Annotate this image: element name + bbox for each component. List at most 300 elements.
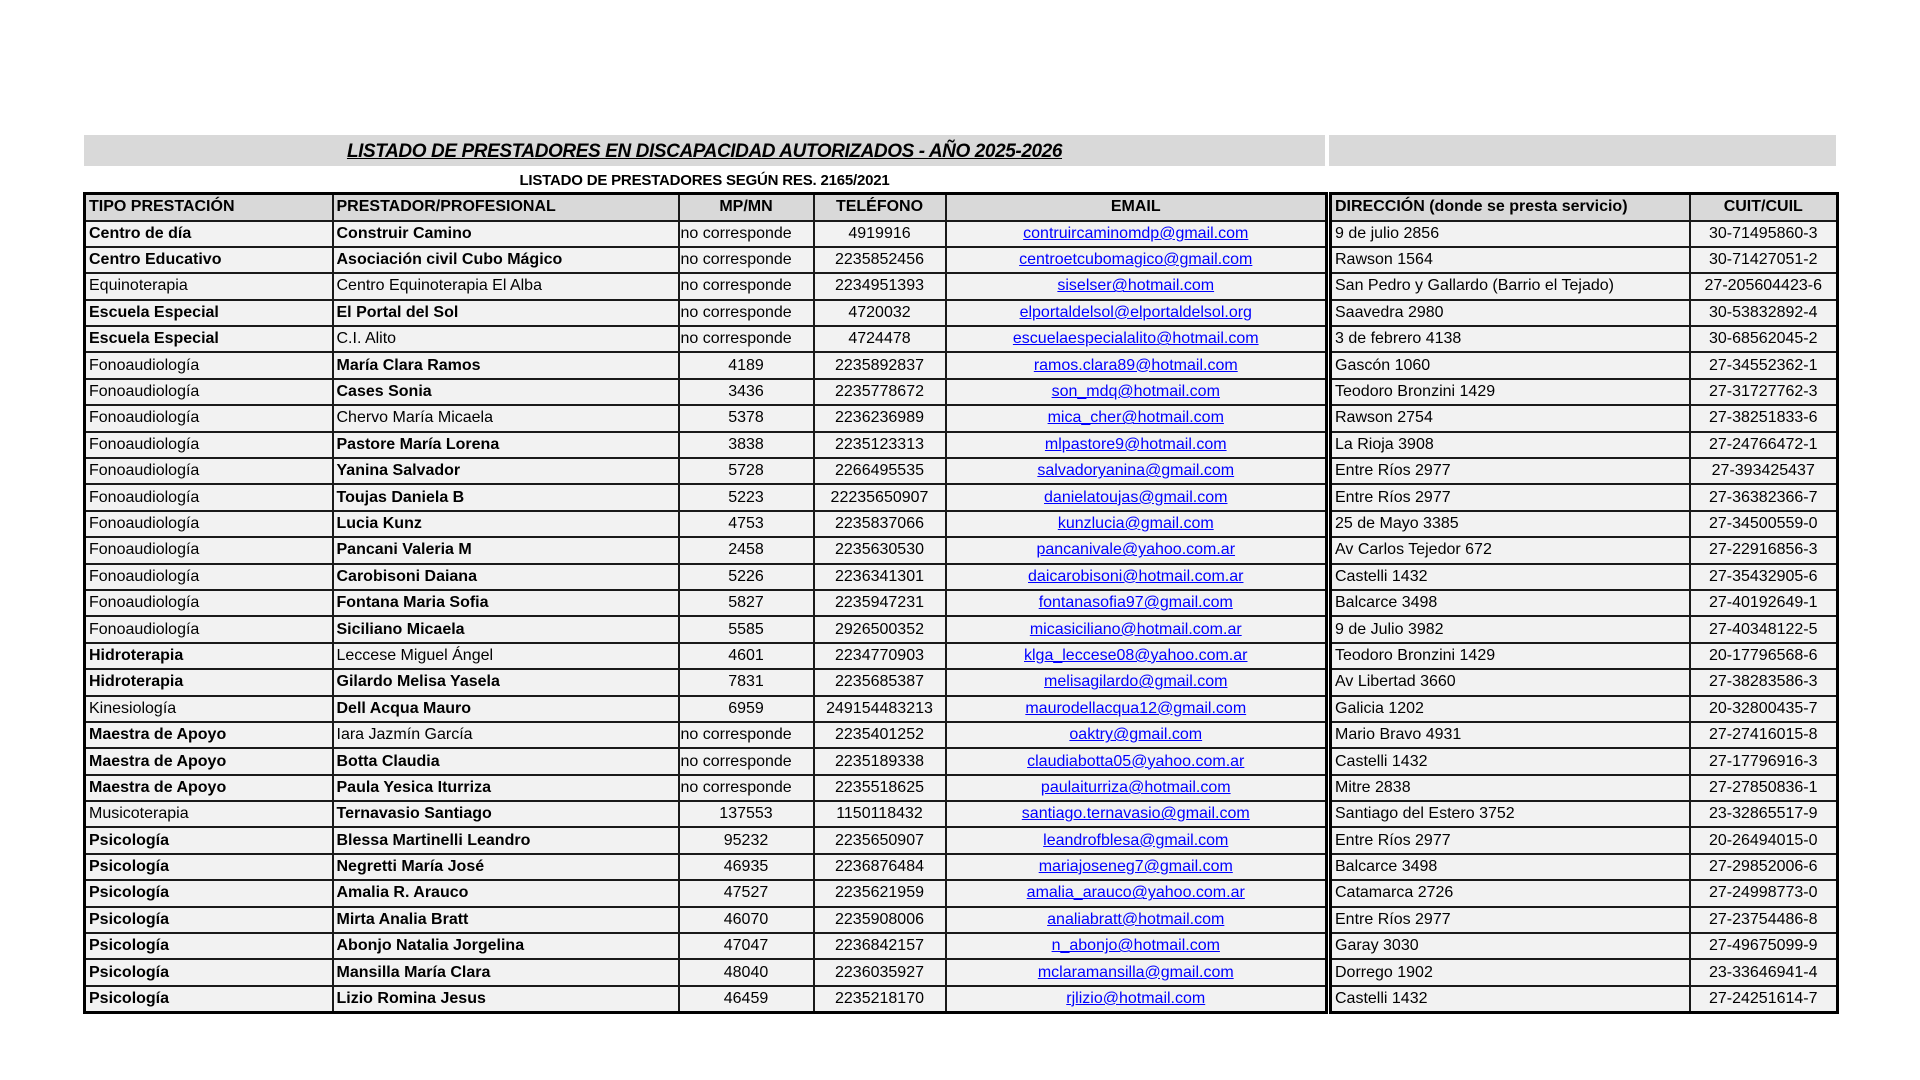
- prestador-cell: María Clara Ramos: [333, 352, 679, 378]
- email-cell: [946, 722, 1327, 748]
- table-row: [85, 326, 1327, 352]
- email-cell: [946, 959, 1327, 985]
- prestador-cell: Amalia R. Arauco: [333, 880, 679, 906]
- table-row: [1331, 458, 1838, 484]
- table-row: [85, 458, 1327, 484]
- direccion-cell: Santiago del Estero 3752: [1331, 801, 1690, 827]
- direccion-cell: Entre Ríos 2977: [1331, 827, 1690, 853]
- title-bar-filler: [1329, 135, 1836, 166]
- email-cell: [946, 907, 1327, 933]
- table-row: [85, 300, 1327, 326]
- prestador-cell: Pastore María Lorena: [333, 432, 679, 458]
- table-row: [1331, 986, 1838, 1012]
- mp-mn-cell: 48040: [679, 959, 814, 985]
- prestador-cell: Centro Equinoterapia El Alba: [333, 273, 679, 299]
- telefono-cell: 2236341301: [814, 564, 946, 590]
- table-row: [1331, 537, 1838, 563]
- email-link[interactable]: danielatoujas@gmail.com: [1044, 488, 1228, 506]
- cuit-cuil-cell: 27-35432905-6: [1690, 564, 1838, 590]
- cuit-cuil-cell: 27-29852006-6: [1690, 854, 1838, 880]
- tipo-prestacion-cell: Centro de día: [85, 221, 333, 247]
- cuit-cuil-cell: 27-36382366-7: [1690, 484, 1838, 510]
- email-cell: [946, 537, 1327, 563]
- cuit-cuil-cell: 27-27416015-8: [1690, 722, 1838, 748]
- tipo-prestacion-cell: Escuela Especial: [85, 326, 333, 352]
- prestador-cell: Cases Sonia: [333, 379, 679, 405]
- table-row: [85, 907, 1327, 933]
- direccion-cell: Saavedra 2980: [1331, 300, 1690, 326]
- table-header-row: [1331, 194, 1838, 221]
- email-link[interactable]: paulaiturriza@hotmail.com: [1040, 778, 1231, 796]
- tipo-prestacion-cell: Psicología: [85, 827, 333, 853]
- prestador-cell: Blessa Martinelli Leandro: [333, 827, 679, 853]
- telefono-cell: 2236842157: [814, 933, 946, 959]
- table-row: [85, 986, 1327, 1012]
- mp-mn-cell: 137553: [679, 801, 814, 827]
- email-cell: [946, 221, 1327, 247]
- table-row: [1331, 880, 1838, 906]
- email-link[interactable]: claudiabotta05@yahoo.com.ar: [1027, 752, 1245, 770]
- document-subtitle: LISTADO DE PRESTADORES SEGÚN RES. 2165/2021: [519, 172, 890, 189]
- email-cell: [946, 352, 1327, 378]
- telefono-cell: 249154483213: [814, 696, 946, 722]
- email-cell: [946, 669, 1327, 695]
- telefono-cell: 2235892837: [814, 352, 946, 378]
- email-link[interactable]: siselser@hotmail.com: [1057, 277, 1215, 295]
- email-link[interactable]: kunzlucia@gmail.com: [1057, 514, 1214, 532]
- cuit-cuil-cell: 30-71427051-2: [1690, 247, 1838, 273]
- email-link[interactable]: mlpastore9@hotmail.com: [1044, 435, 1227, 453]
- email-link[interactable]: contruircaminomdp@gmail.com: [1023, 224, 1249, 242]
- prestador-cell: Construir Camino: [333, 221, 679, 247]
- tipo-prestacion-cell: Psicología: [85, 880, 333, 906]
- table-row: [1331, 405, 1838, 431]
- email-cell: [946, 432, 1327, 458]
- email-cell: [946, 801, 1327, 827]
- prestador-cell: Chervo María Micaela: [333, 405, 679, 431]
- tipo-prestacion-cell: Psicología: [85, 986, 333, 1012]
- tipo-prestacion-cell: Kinesiología: [85, 696, 333, 722]
- tipo-prestacion-cell: Fonoaudiología: [85, 564, 333, 590]
- email-cell: [946, 880, 1327, 906]
- email-cell: [946, 590, 1327, 616]
- telefono-cell: 2235189338: [814, 748, 946, 774]
- telefono-cell: 2235947231: [814, 590, 946, 616]
- document-title-bar: [84, 135, 1325, 166]
- table-row: [85, 484, 1327, 510]
- direccion-cell: Teodoro Bronzini 1429: [1331, 379, 1690, 405]
- telefono-cell: 2235778672: [814, 379, 946, 405]
- telefono-cell: 2235852456: [814, 247, 946, 273]
- email-link[interactable]: melisagilardo@gmail.com: [1044, 673, 1228, 691]
- email-cell: [946, 616, 1327, 642]
- direccion-cell: Galicia 1202: [1331, 696, 1690, 722]
- email-link[interactable]: ramos.clara89@hotmail.com: [1033, 356, 1238, 374]
- mp-mn-cell: 4601: [679, 643, 814, 669]
- table-row: [85, 854, 1327, 880]
- prestador-cell: Lucia Kunz: [333, 511, 679, 537]
- email-cell: [946, 326, 1327, 352]
- table-row: [1331, 326, 1838, 352]
- table-row: [1331, 432, 1838, 458]
- email-cell: [946, 827, 1327, 853]
- table-row: [1331, 696, 1838, 722]
- email-cell: [946, 458, 1327, 484]
- email-link[interactable]: maurodellacqua12@gmail.com: [1025, 699, 1247, 717]
- direccion-cell: Castelli 1432: [1331, 748, 1690, 774]
- table-row: [1331, 484, 1838, 510]
- table-row: [1331, 854, 1838, 880]
- email-link[interactable]: elportaldelsol@elportaldelsol.org: [1019, 303, 1252, 321]
- email-cell: [946, 564, 1327, 590]
- email-link[interactable]: oaktry@gmail.com: [1069, 726, 1203, 744]
- direccion-cell: Entre Ríos 2977: [1331, 458, 1690, 484]
- mp-mn-cell: no corresponde: [679, 247, 814, 273]
- email-link[interactable]: klga_leccese08@yahoo.com.ar: [1024, 646, 1248, 664]
- tipo-prestacion-cell: Fonoaudiología: [85, 511, 333, 537]
- telefono-cell: 4720032: [814, 300, 946, 326]
- prestador-cell: Negretti María José: [333, 854, 679, 880]
- table-row: [1331, 564, 1838, 590]
- table-row: [1331, 643, 1838, 669]
- providers-table-address: [1329, 192, 1839, 1014]
- telefono-cell: 2236035927: [814, 959, 946, 985]
- table-header-row: [85, 194, 1327, 221]
- telefono-cell: 1150118432: [814, 801, 946, 827]
- email-link[interactable]: mica_cher@hotmail.com: [1047, 409, 1224, 427]
- tipo-prestacion-cell: Escuela Especial: [85, 300, 333, 326]
- direccion-cell: San Pedro y Gallardo (Barrio el Tejado): [1331, 273, 1690, 299]
- email-link[interactable]: leandrofblesa@gmail.com: [1043, 831, 1229, 849]
- email-cell: [946, 854, 1327, 880]
- table-row: [1331, 511, 1838, 537]
- header-tipo-prestacion: TIPO PRESTACIÓN: [85, 194, 333, 221]
- tipo-prestacion-cell: Fonoaudiología: [85, 590, 333, 616]
- table-row: [85, 432, 1327, 458]
- table-row: [1331, 801, 1838, 827]
- table-row: [85, 564, 1327, 590]
- direccion-cell: Castelli 1432: [1331, 986, 1690, 1012]
- mp-mn-cell: 7831: [679, 669, 814, 695]
- table-row: [1331, 379, 1838, 405]
- telefono-cell: 2235218170: [814, 986, 946, 1012]
- direccion-cell: Rawson 1564: [1331, 247, 1690, 273]
- telefono-cell: 22235650907: [814, 484, 946, 510]
- table-row: [85, 827, 1327, 853]
- email-link[interactable]: centroetcubomagico@gmail.com: [1019, 251, 1253, 269]
- table-row: [85, 273, 1327, 299]
- mp-mn-cell: 5378: [679, 405, 814, 431]
- right-table-body: [1331, 221, 1838, 1013]
- table-row: [1331, 933, 1838, 959]
- table-row: [1331, 590, 1838, 616]
- table-row: [1331, 722, 1838, 748]
- direccion-cell: Castelli 1432: [1331, 564, 1690, 590]
- tipo-prestacion-cell: Fonoaudiología: [85, 405, 333, 431]
- direccion-cell: Entre Ríos 2977: [1331, 484, 1690, 510]
- email-cell: [946, 696, 1327, 722]
- table-row: [1331, 827, 1838, 853]
- mp-mn-cell: 2458: [679, 537, 814, 563]
- cuit-cuil-cell: 27-24766472-1: [1690, 432, 1838, 458]
- table-row: [85, 405, 1327, 431]
- mp-mn-cell: no corresponde: [679, 722, 814, 748]
- email-cell: [946, 300, 1327, 326]
- direccion-cell: Av Libertad 3660: [1331, 669, 1690, 695]
- prestador-cell: Pancani Valeria M: [333, 537, 679, 563]
- table-row: [85, 537, 1327, 563]
- mp-mn-cell: 3436: [679, 379, 814, 405]
- mp-mn-cell: 4753: [679, 511, 814, 537]
- email-link[interactable]: pancanivale@yahoo.com.ar: [1036, 541, 1236, 559]
- cuit-cuil-cell: 27-23754486-8: [1690, 907, 1838, 933]
- table-row: [85, 696, 1327, 722]
- email-link[interactable]: daicarobisoni@hotmail.com.ar: [1028, 567, 1244, 585]
- telefono-cell: 2235401252: [814, 722, 946, 748]
- prestador-cell: Yanina Salvador: [333, 458, 679, 484]
- prestador-cell: El Portal del Sol: [333, 300, 679, 326]
- table-row: [1331, 959, 1838, 985]
- tipo-prestacion-cell: Psicología: [85, 959, 333, 985]
- direccion-cell: Balcarce 3498: [1331, 590, 1690, 616]
- email-link[interactable]: amalia_arauco@yahoo.com.ar: [1026, 884, 1245, 902]
- tipo-prestacion-cell: Musicoterapia: [85, 801, 333, 827]
- cuit-cuil-cell: 23-32865517-9: [1690, 801, 1838, 827]
- mp-mn-cell: 5585: [679, 616, 814, 642]
- header-email: EMAIL: [946, 194, 1327, 221]
- table-row: [85, 590, 1327, 616]
- email-link[interactable]: n_abonjo@hotmail.com: [1051, 937, 1220, 955]
- mp-mn-cell: 46459: [679, 986, 814, 1012]
- table-row: [1331, 273, 1838, 299]
- table-row: [85, 643, 1327, 669]
- email-link[interactable]: santiago.ternavasio@gmail.com: [1021, 805, 1250, 823]
- mp-mn-cell: no corresponde: [679, 748, 814, 774]
- email-link[interactable]: analiabratt@hotmail.com: [1047, 910, 1225, 928]
- table-row: [85, 801, 1327, 827]
- cuit-cuil-cell: 27-393425437: [1690, 458, 1838, 484]
- direccion-cell: Gascón 1060: [1331, 352, 1690, 378]
- telefono-cell: 2234770903: [814, 643, 946, 669]
- direccion-cell: Entre Ríos 2977: [1331, 907, 1690, 933]
- cuit-cuil-cell: 27-49675099-9: [1690, 933, 1838, 959]
- header-cuit-cuil: CUIT/CUIL: [1690, 194, 1838, 221]
- table-row: [1331, 352, 1838, 378]
- tipo-prestacion-cell: Fonoaudiología: [85, 379, 333, 405]
- mp-mn-cell: 5226: [679, 564, 814, 590]
- telefono-cell: 2235621959: [814, 880, 946, 906]
- telefono-cell: 2235123313: [814, 432, 946, 458]
- email-cell: [946, 986, 1327, 1012]
- table-row: [85, 352, 1327, 378]
- mp-mn-cell: no corresponde: [679, 221, 814, 247]
- mp-mn-cell: no corresponde: [679, 775, 814, 801]
- direccion-cell: 9 de Julio 3982: [1331, 616, 1690, 642]
- tipo-prestacion-cell: Hidroterapia: [85, 643, 333, 669]
- email-cell: [946, 247, 1327, 273]
- table-row: [85, 959, 1327, 985]
- email-link[interactable]: escuelaespecialalito@hotmail.com: [1012, 330, 1259, 348]
- header-telefono: TELÉFONO: [814, 194, 946, 221]
- email-cell: [946, 643, 1327, 669]
- cuit-cuil-cell: 27-17796916-3: [1690, 748, 1838, 774]
- cuit-cuil-cell: 27-27850836-1: [1690, 775, 1838, 801]
- email-link[interactable]: mclaramansilla@gmail.com: [1037, 963, 1234, 981]
- table-row: [85, 221, 1327, 247]
- email-link[interactable]: son_mdq@hotmail.com: [1051, 383, 1220, 401]
- direccion-cell: 25 de Mayo 3385: [1331, 511, 1690, 537]
- telefono-cell: 2235908006: [814, 907, 946, 933]
- tipo-prestacion-cell: Fonoaudiología: [85, 352, 333, 378]
- telefono-cell: 2236876484: [814, 854, 946, 880]
- email-cell: [946, 379, 1327, 405]
- email-link[interactable]: salvadoryanina@gmail.com: [1037, 462, 1235, 480]
- direccion-cell: Av Carlos Tejedor 672: [1331, 537, 1690, 563]
- telefono-cell: 2235630530: [814, 537, 946, 563]
- document-title: LISTADO DE PRESTADORES EN DISCAPACIDAD AUTORIZADOS - AÑO 2025-2026: [346, 141, 1063, 162]
- prestador-cell: Abonjo Natalia Jorgelina: [333, 933, 679, 959]
- prestador-cell: Botta Claudia: [333, 748, 679, 774]
- telefono-cell: 2235518625: [814, 775, 946, 801]
- prestador-cell: Paula Yesica Iturriza: [333, 775, 679, 801]
- tipo-prestacion-cell: Psicología: [85, 854, 333, 880]
- telefono-cell: 2235685387: [814, 669, 946, 695]
- tipo-prestacion-cell: Fonoaudiología: [85, 537, 333, 563]
- cuit-cuil-cell: 20-32800435-7: [1690, 696, 1838, 722]
- tipo-prestacion-cell: Equinoterapia: [85, 273, 333, 299]
- tipo-prestacion-cell: Fonoaudiología: [85, 432, 333, 458]
- prestador-cell: Mansilla María Clara: [333, 959, 679, 985]
- email-cell: [946, 484, 1327, 510]
- cuit-cuil-cell: 27-34552362-1: [1690, 352, 1838, 378]
- email-link[interactable]: fontanasofia97@gmail.com: [1038, 594, 1233, 612]
- cuit-cuil-cell: 27-24251614-7: [1690, 986, 1838, 1012]
- direccion-cell: Balcarce 3498: [1331, 854, 1690, 880]
- tipo-prestacion-cell: Hidroterapia: [85, 669, 333, 695]
- prestador-cell: Gilardo Melisa Yasela: [333, 669, 679, 695]
- table-row: [1331, 907, 1838, 933]
- prestador-cell: Lizio Romina Jesus: [333, 986, 679, 1012]
- telefono-cell: 2234951393: [814, 273, 946, 299]
- email-cell: [946, 405, 1327, 431]
- mp-mn-cell: 3838: [679, 432, 814, 458]
- cuit-cuil-cell: 27-34500559-0: [1690, 511, 1838, 537]
- table-row: [1331, 247, 1838, 273]
- telefono-cell: 2236236989: [814, 405, 946, 431]
- email-link[interactable]: rjlizio@hotmail.com: [1066, 989, 1206, 1007]
- mp-mn-cell: no corresponde: [679, 326, 814, 352]
- left-table-body: [85, 221, 1327, 1013]
- prestador-cell: Asociación civil Cubo Mágico: [333, 247, 679, 273]
- cuit-cuil-cell: 27-24998773-0: [1690, 880, 1838, 906]
- mp-mn-cell: 95232: [679, 827, 814, 853]
- tipo-prestacion-cell: Maestra de Apoyo: [85, 748, 333, 774]
- mp-mn-cell: no corresponde: [679, 300, 814, 326]
- tipo-prestacion-cell: Psicología: [85, 933, 333, 959]
- cuit-cuil-cell: 27-40348122-5: [1690, 616, 1838, 642]
- cuit-cuil-cell: 27-22916856-3: [1690, 537, 1838, 563]
- tipo-prestacion-cell: Maestra de Apoyo: [85, 775, 333, 801]
- direccion-cell: Mitre 2838: [1331, 775, 1690, 801]
- direccion-cell: La Rioja 3908: [1331, 432, 1690, 458]
- cuit-cuil-cell: 27-38251833-6: [1690, 405, 1838, 431]
- direccion-cell: 3 de febrero 4138: [1331, 326, 1690, 352]
- prestador-cell: C.I. Alito: [333, 326, 679, 352]
- direccion-cell: Rawson 2754: [1331, 405, 1690, 431]
- direccion-cell: Garay 3030: [1331, 933, 1690, 959]
- telefono-cell: 2266495535: [814, 458, 946, 484]
- prestador-cell: Toujas Daniela B: [333, 484, 679, 510]
- prestador-cell: Fontana Maria Sofia: [333, 590, 679, 616]
- table-row: [85, 511, 1327, 537]
- direccion-cell: 9 de julio 2856: [1331, 221, 1690, 247]
- direccion-cell: Dorrego 1902: [1331, 959, 1690, 985]
- header-direccion: DIRECCIÓN (donde se presta servicio): [1331, 194, 1690, 221]
- table-row: [1331, 221, 1838, 247]
- table-row: [1331, 669, 1838, 695]
- mp-mn-cell: 46935: [679, 854, 814, 880]
- table-row: [85, 722, 1327, 748]
- telefono-cell: 4724478: [814, 326, 946, 352]
- tipo-prestacion-cell: Fonoaudiología: [85, 484, 333, 510]
- mp-mn-cell: 5223: [679, 484, 814, 510]
- table-row: [85, 669, 1327, 695]
- table-row: [1331, 616, 1838, 642]
- cuit-cuil-cell: 27-31727762-3: [1690, 379, 1838, 405]
- cuit-cuil-cell: 27-40192649-1: [1690, 590, 1838, 616]
- mp-mn-cell: 5728: [679, 458, 814, 484]
- tipo-prestacion-cell: Maestra de Apoyo: [85, 722, 333, 748]
- cuit-cuil-cell: 20-17796568-6: [1690, 643, 1838, 669]
- prestador-cell: Ternavasio Santiago: [333, 801, 679, 827]
- table-row: [1331, 775, 1838, 801]
- telefono-cell: 2926500352: [814, 616, 946, 642]
- cuit-cuil-cell: 30-68562045-2: [1690, 326, 1838, 352]
- table-row: [1331, 748, 1838, 774]
- prestador-cell: Siciliano Micaela: [333, 616, 679, 642]
- tipo-prestacion-cell: Fonoaudiología: [85, 616, 333, 642]
- direccion-cell: Mario Bravo 4931: [1331, 722, 1690, 748]
- table-row: [85, 247, 1327, 273]
- cuit-cuil-cell: 30-71495860-3: [1690, 221, 1838, 247]
- tipo-prestacion-cell: Fonoaudiología: [85, 458, 333, 484]
- prestador-cell: Mirta Analia Bratt: [333, 907, 679, 933]
- mp-mn-cell: 4189: [679, 352, 814, 378]
- email-cell: [946, 933, 1327, 959]
- tipo-prestacion-cell: Psicología: [85, 907, 333, 933]
- cuit-cuil-cell: 27-205604423-6: [1690, 273, 1838, 299]
- mp-mn-cell: 47527: [679, 880, 814, 906]
- email-cell: [946, 775, 1327, 801]
- cuit-cuil-cell: 20-26494015-0: [1690, 827, 1838, 853]
- prestador-cell: Iara Jazmín García: [333, 722, 679, 748]
- table-row: [85, 933, 1327, 959]
- prestador-cell: Leccese Miguel Ángel: [333, 643, 679, 669]
- email-cell: [946, 511, 1327, 537]
- email-link[interactable]: mariajoseneg7@gmail.com: [1038, 858, 1233, 876]
- table-row: [85, 775, 1327, 801]
- table-row: [1331, 300, 1838, 326]
- email-cell: [946, 273, 1327, 299]
- table-row: [85, 748, 1327, 774]
- table-row: [85, 880, 1327, 906]
- prestador-cell: Carobisoni Daiana: [333, 564, 679, 590]
- email-link[interactable]: micasiciliano@hotmail.com.ar: [1029, 620, 1242, 638]
- telefono-cell: 2235837066: [814, 511, 946, 537]
- header-mp-mn: MP/MN: [679, 194, 814, 221]
- telefono-cell: 4919916: [814, 221, 946, 247]
- mp-mn-cell: 5827: [679, 590, 814, 616]
